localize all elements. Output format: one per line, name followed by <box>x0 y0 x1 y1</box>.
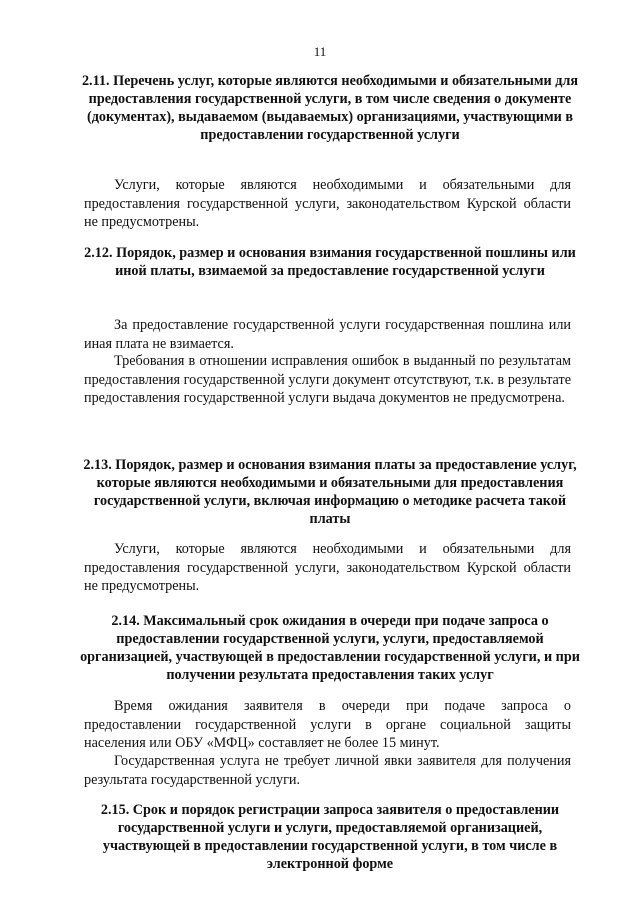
section-2-12-paragraph-2: Требования в отношении исправления ошибок в выданный по результатам предоставления государственной услуги документ отсутствуют, т.к. в результате предоставления государственной услуги выдача документов не предусмотрена. <box>84 353 571 406</box>
section-2-13-paragraph: Услуги, которые являются необходимыми и обязательными для предоставления государственной услуги, законодательством Курской области не предусмотрены. <box>84 541 571 594</box>
section-2-12-paragraph-1: За предоставление государственной услуги государственная пошлина или иная плата не взимается. <box>84 317 571 352</box>
section-2-14-heading: 2.14. Максимальный срок ожидания в очереди при подаче запроса о предоставлении государственной услуги, услуги, предоставляемой организацией, участвующей в предоставлении государственной услуги, и при получении результата предоставления таких услуг <box>80 613 580 683</box>
section-2-15-heading: 2.15. Срок и порядок регистрации запроса заявителя о предоставлении государственной услуги и услуги, предоставляемой организацией, участвующей в предоставлении государственной услуги, в том числе в электронной форме <box>100 802 560 872</box>
section-2-11-paragraph: Услуги, которые являются необходимыми и обязательными для предоставления государственной услуги, законодательством Курской области не предусмотрены. <box>84 177 571 230</box>
section-2-14-paragraph-2: Государственная услуга не требует личной явки заявителя для получения результата государственной услуги. <box>84 753 571 788</box>
section-2-12-heading: 2.12. Порядок, размер и основания взимания государственной пошлины или иной платы, взимаемой за предоставление государственной услуги <box>84 245 576 279</box>
page-number: 11 <box>313 44 327 59</box>
section-2-11-heading: 2.11. Перечень услуг, которые являются необходимыми и обязательными для предоставления государственной услуги, в том числе сведения о документе (документах), выдаваемом (выдаваемых) организациями, участвующими в предоставлении государственной услуги <box>81 73 579 143</box>
section-2-13-heading: 2.13. Порядок, размер и основания взимания платы за предоставление услуг, которые являются необходимыми и обязательными для предоставления государственной услуги, включая информацию о методике расчета такой платы <box>83 457 577 527</box>
section-2-14-paragraph-1: Время ожидания заявителя в очереди при подаче запроса о предоставлении государственной услуги в органе социальной защиты населения или ОБУ «МФЦ» составляет не более 15 минут. <box>84 698 571 751</box>
